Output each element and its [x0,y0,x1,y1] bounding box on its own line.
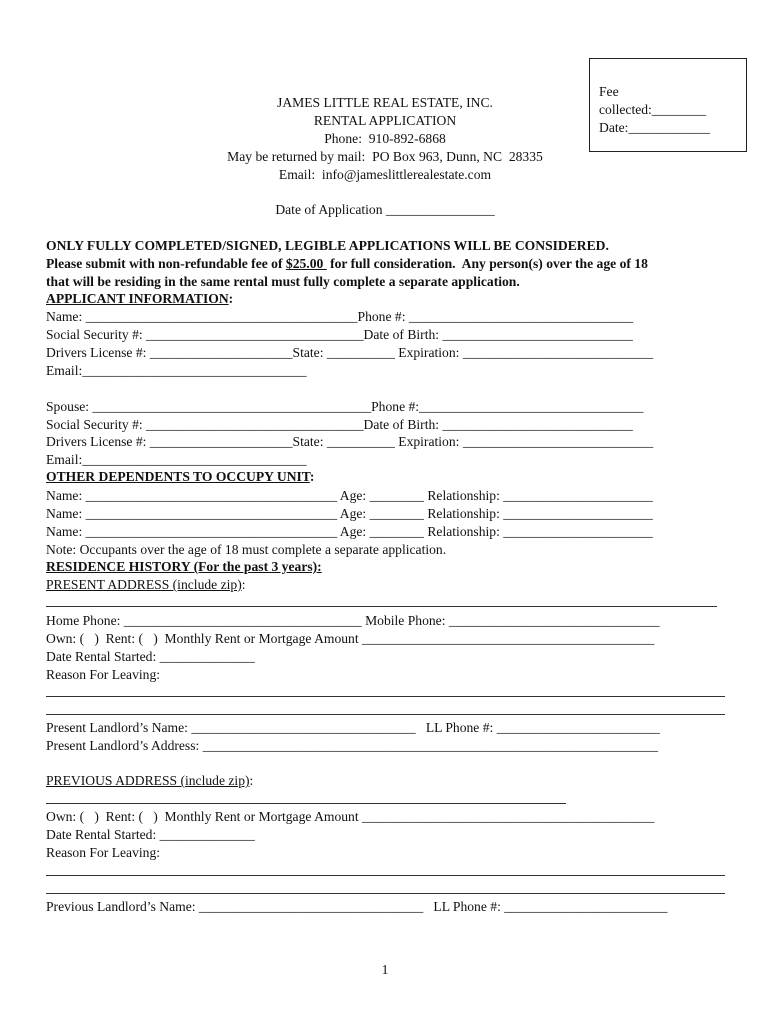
notice-line-2-post: for full consideration. Any person(s) over the age of 18 [326,256,648,271]
dependents-heading-text: OTHER DEPENDENTS TO OCCUPY UNIT [46,469,310,484]
fee-label: Fee [599,84,619,99]
spouse-email-field[interactable]: Email:_________________________________ [46,452,307,467]
applicant-heading-colon: : [228,291,234,306]
applicant-name-phone-field[interactable]: Name: ________________________________________Phone #: _________________________________ [46,309,634,324]
dependent-row[interactable]: Name: _____________________________________ Age: ________ Relationship: ______________________ [46,524,653,539]
previous-address-label-text: PREVIOUS ADDRESS (include zip) [46,773,250,788]
form-title: RENTAL APPLICATION [313,113,457,128]
fee-amount: $25.00 [285,256,327,271]
previous-reason-label: Reason For Leaving: [46,845,161,860]
present-phones-field[interactable]: Home Phone: ___________________________________ Mobile Phone: _______________________________ [46,613,660,628]
spouse-name-phone-field[interactable]: Spouse: _________________________________________Phone #:_________________________________ [46,399,644,414]
present-own-rent-field[interactable]: Own: ( ) Rent: ( ) Monthly Rent or Mortgage Amount ___________________________________________ [46,631,655,646]
fee-date-field[interactable]: Date:____________ [599,120,711,135]
page-number: 1 [381,962,389,977]
present-address-label-text: PRESENT ADDRESS (include zip) [46,577,242,592]
mail-address: May be returned by mail: PO Box 963, Dunn, NC 28335 [227,149,543,164]
present-reason-line-1[interactable] [46,696,725,697]
dependents-heading [46,468,314,486]
present-reason-line-2[interactable] [46,714,725,715]
previous-landlord-name-field[interactable]: Previous Landlord’s Name: _________________________________ LL Phone #: ________________________ [46,899,668,914]
dependent-row[interactable]: Name: _____________________________________ Age: ________ Relationship: ______________________ [46,506,653,521]
previous-reason-line-2[interactable] [46,893,725,894]
present-reason-label: Reason For Leaving: [46,667,161,682]
notice-line-2-pre: Please submit with non-refundable fee of [46,256,286,271]
dependent-row[interactable]: Name: _____________________________________ Age: ________ Relationship: ______________________ [46,488,653,503]
present-date-started-field[interactable]: Date Rental Started: ______________ [46,649,255,664]
previous-address-line[interactable] [46,803,566,804]
applicant-heading-text: APPLICANT INFORMATION [46,291,229,306]
previous-date-started-field[interactable]: Date Rental Started: ______________ [46,827,255,842]
applicant-email-field[interactable]: Email:_________________________________ [46,363,307,378]
residence-heading: RESIDENCE HISTORY (For the past 3 years): [46,559,322,574]
notice-line-2 [46,255,648,273]
present-address-line[interactable] [46,606,717,607]
company-email: Email: info@jameslittlerealestate.com [278,167,492,182]
date-of-application-field[interactable]: Date of Application ________________ [275,202,495,217]
present-landlord-address-field[interactable]: Present Landlord’s Address: ___________________________________________________________________ [46,738,659,753]
present-address-colon: : [241,577,246,592]
notice-line-3: that will be residing in the same rental must fully complete a separate application. [46,274,520,289]
dependents-heading-colon: : [309,469,315,484]
notice-line-1: ONLY FULLY COMPLETED/SIGNED, LEGIBLE APPLICATIONS WILL BE CONSIDERED. [46,238,609,253]
applicant-ssn-dob-field[interactable]: Social Security #: ________________________________Date of Birth: ____________________________ [46,327,633,342]
spouse-ssn-dob-field[interactable]: Social Security #: ________________________________Date of Birth: ____________________________ [46,417,633,432]
company-phone: Phone: 910-892-6868 [324,131,446,146]
present-address-label [46,576,246,594]
dependents-note: Note: Occupants over the age of 18 must complete a separate application. [46,542,447,557]
fee-collected-field[interactable]: collected:________ [599,102,707,117]
previous-own-rent-field[interactable]: Own: ( ) Rent: ( ) Monthly Rent or Mortgage Amount ___________________________________________ [46,809,655,824]
previous-address-colon: : [249,773,254,788]
spouse-license-field[interactable]: Drivers License #: _____________________State: __________ Expiration: ____________________________ [46,434,654,449]
applicant-license-field[interactable]: Drivers License #: _____________________State: __________ Expiration: ____________________________ [46,345,654,360]
previous-address-label [46,772,253,790]
applicant-heading [46,290,233,308]
company-name: JAMES LITTLE REAL ESTATE, INC. [277,95,493,110]
present-landlord-name-field[interactable]: Present Landlord’s Name: _________________________________ LL Phone #: ________________________ [46,720,660,735]
previous-reason-line-1[interactable] [46,875,725,876]
